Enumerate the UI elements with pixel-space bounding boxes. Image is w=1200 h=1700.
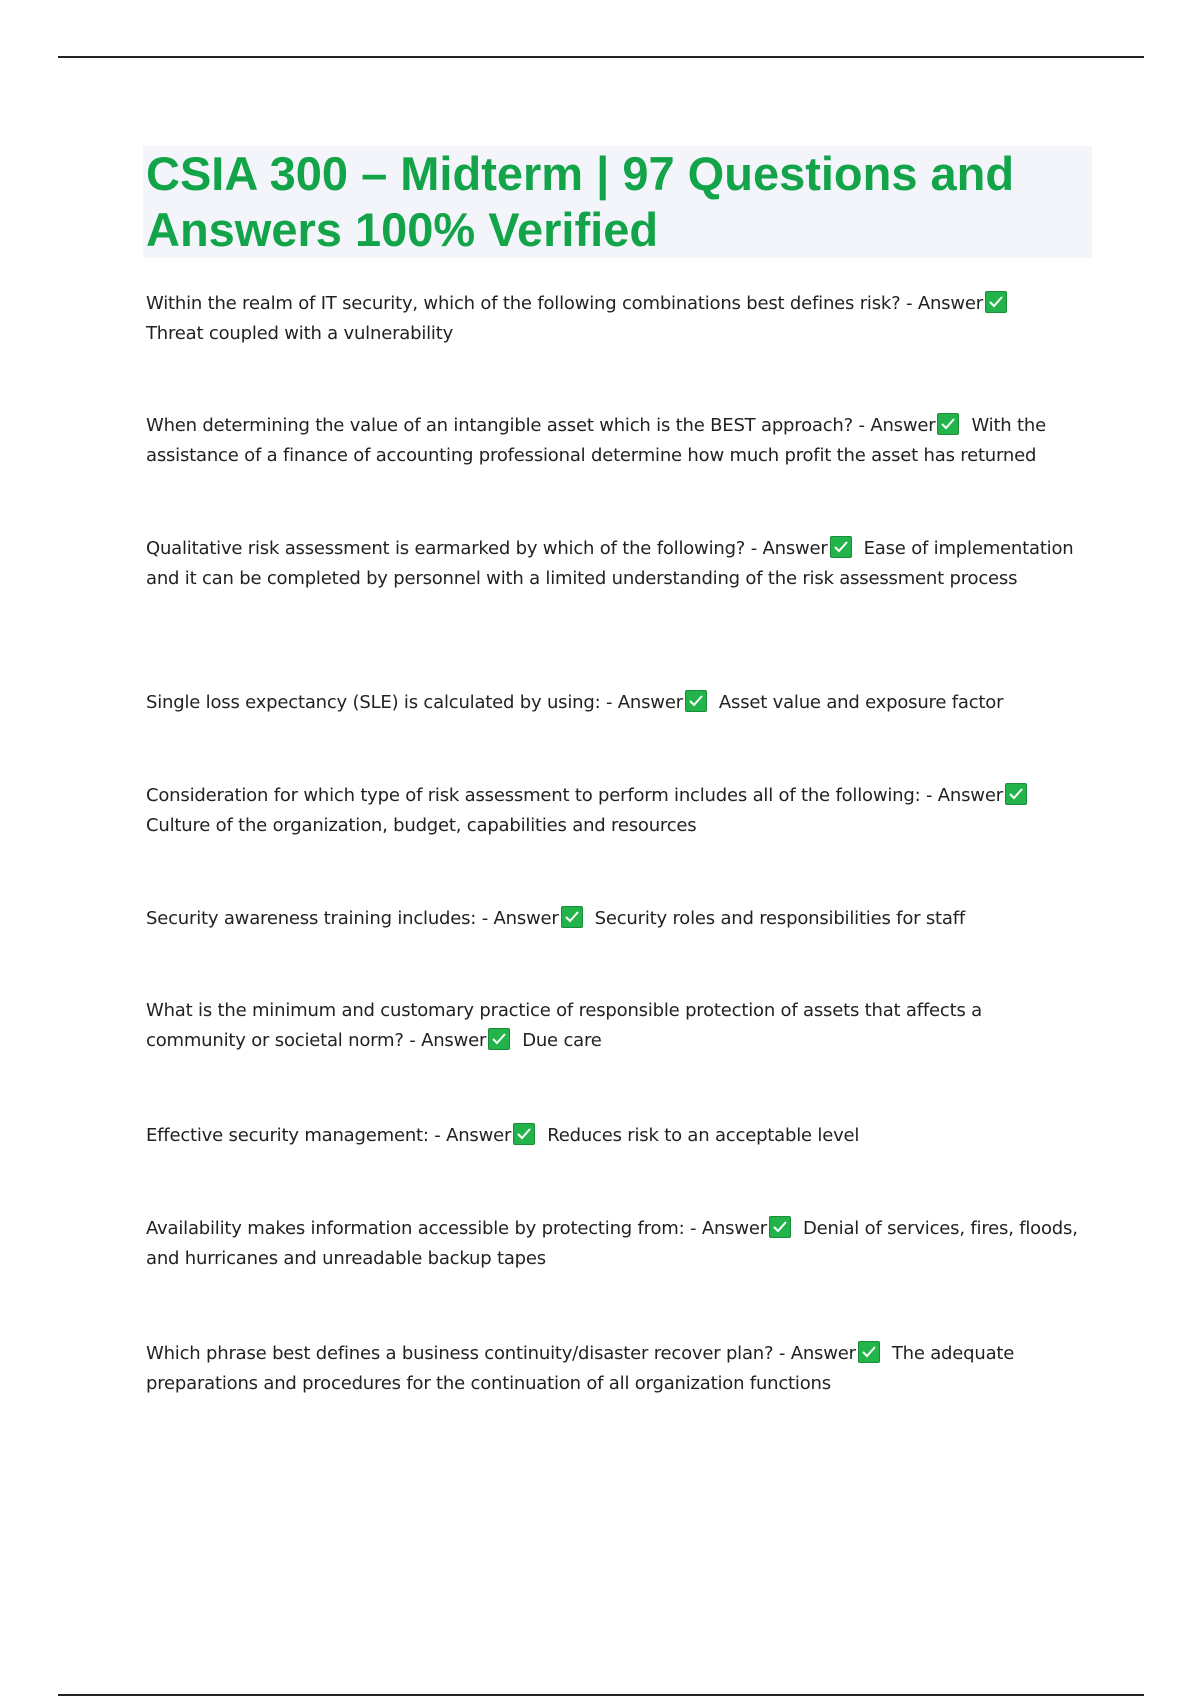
answer-text: With the assistance of a finance of accounting professional determine how much profit the asset has returned [146, 415, 1046, 466]
answer-marker: - Answer [434, 1125, 512, 1146]
question-text: Consideration for which type of risk assessment to perform includes all of the following: [146, 785, 921, 806]
question-text: Within the realm of IT security, which of the following combinations best defines risk? [146, 293, 901, 314]
check-mark-icon [830, 536, 852, 558]
answer-marker: - Answer [858, 415, 936, 436]
qa-item [146, 996, 1086, 1056]
answer-marker: - Answer [925, 785, 1003, 806]
question-text: Which phrase best defines a business continuity/disaster recover plan? [146, 1343, 774, 1364]
answer-marker: - Answer [778, 1343, 856, 1364]
check-mark-icon [985, 291, 1007, 313]
qa-item [146, 534, 1086, 594]
answer-text: Threat coupled with a vulnerability [146, 323, 454, 344]
check-mark-icon [858, 1341, 880, 1363]
answer-marker: - Answer [605, 692, 683, 713]
check-mark-icon [685, 690, 707, 712]
answer-text: Denial of services, fires, floods, and hurricanes and unreadable backup tapes [146, 1218, 1078, 1269]
answer-text: The adequate preparations and procedures for the continuation of all organization functions [146, 1343, 1015, 1394]
top-rule [58, 56, 1144, 58]
answer-text: Reduces risk to an acceptable level [547, 1125, 860, 1146]
qa-item [146, 1121, 1086, 1151]
answer-marker: - Answer [690, 1218, 767, 1239]
question-text: Qualitative risk assessment is earmarked by which of the following? [146, 538, 746, 559]
check-mark-icon [1005, 783, 1027, 805]
qa-item [146, 781, 1086, 841]
answer-marker: - Answer [481, 908, 559, 929]
answer-marker: - Answer [409, 1030, 487, 1051]
question-text: What is the minimum and customary practice of responsible protection of assets that affects a community or societal norm? [146, 1000, 982, 1051]
answer-text: Security roles and responsibilities for staff [594, 908, 965, 929]
question-text: Single loss expectancy (SLE) is calculated by using: [146, 692, 601, 713]
title-banner [143, 146, 1092, 258]
document-title: CSIA 300 – Midterm | 97 Questions and Answers 100% Verified [146, 147, 1015, 256]
qa-item [146, 904, 1086, 934]
question-text: Security awareness training includes: [146, 908, 477, 929]
answer-marker: - Answer [750, 538, 828, 559]
check-mark-icon [937, 413, 959, 435]
answer-text: Culture of the organization, budget, capabilities and resources [146, 815, 697, 836]
qa-item [146, 1214, 1086, 1274]
bottom-rule [58, 1694, 1144, 1696]
question-text: Effective security management: [146, 1125, 429, 1146]
answer-text: Ease of implementation and it can be completed by personnel with a limited understanding of the risk assessment process [146, 538, 1074, 589]
check-mark-icon [561, 906, 583, 928]
question-text: When determining the value of an intangible asset which is the BEST approach? [146, 415, 853, 436]
check-mark-icon [769, 1216, 791, 1238]
qa-item [146, 411, 1086, 471]
qa-item [146, 1339, 1086, 1399]
check-mark-icon [513, 1123, 535, 1145]
answer-text: Due care [522, 1030, 602, 1051]
question-text: Availability makes information accessible by protecting from: [146, 1218, 685, 1239]
qa-item [146, 289, 1086, 349]
qa-item [146, 688, 1086, 718]
answer-text: Asset value and exposure factor [718, 692, 1004, 713]
check-mark-icon [488, 1028, 510, 1050]
answer-marker: - Answer [906, 293, 983, 314]
